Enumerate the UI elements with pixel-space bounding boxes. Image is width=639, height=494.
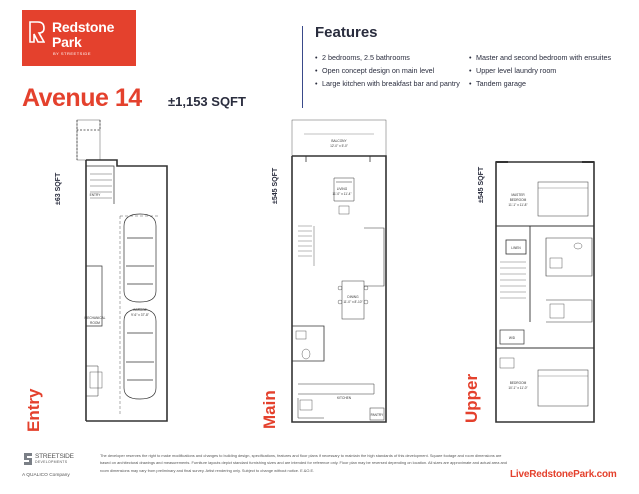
- room-mech: MECHANICAL: [84, 316, 106, 320]
- room-master-2: BEDROOM: [509, 198, 527, 202]
- plan-size: ±1,153 SQFT: [168, 94, 246, 109]
- room-dining: DINING: [347, 295, 359, 299]
- features-list-1: [315, 53, 465, 92]
- room-entry: ENTRY: [89, 193, 101, 197]
- developer-company: A QUALICO Company: [22, 473, 70, 478]
- plan-name: Avenue 14: [22, 84, 142, 112]
- developer-brand: STREETSIDE: [35, 453, 74, 460]
- entry-floor-label: Entry: [24, 388, 43, 432]
- features-title: Features: [315, 24, 378, 41]
- main-floor-label: Main: [260, 390, 279, 429]
- room-living-dim: 11'-0" x 11'-4": [332, 192, 352, 196]
- features-divider: [302, 26, 303, 108]
- feature-item: • Upper level laundry room: [469, 66, 619, 75]
- feature-item: • Master and second bedroom with ensuites: [469, 53, 619, 62]
- main-floor-plan: [284, 116, 394, 428]
- developer-brand-sub: DEVELOPMENTS: [35, 460, 68, 464]
- room-mech-2: ROOM: [90, 321, 100, 325]
- entry-sqft: ±63 SQFT: [55, 172, 62, 205]
- room-garage-dim: 9'-6" x 37'-8": [131, 313, 149, 317]
- room-pantry: PANTRY: [370, 413, 384, 417]
- streetside-logo-icon: [22, 452, 34, 466]
- room-bedroom: BEDROOM: [509, 381, 527, 385]
- logo-name-line1: Redstone: [52, 19, 115, 35]
- feature-item: • Tandem garage: [469, 79, 619, 88]
- features-list-2: [469, 53, 619, 92]
- legal-disclaimer: The developer reserves the right to make modifications and changes to building design, specifications, features and floor plans if necessary to maintain the high standards of this development. Square footage and room dimensions are based on architectural drawings and measurements. Furniture layouts depict standard furnishing sizes and are intended for reference only. Floor plan may be reversed depending on location. All sizes are approximate and actual area and room dimensions may vary from preliminary and final survey. Artist rendering only. Subject to change without notice. E.&O.E.: [100, 453, 507, 473]
- room-dining-dim: 11'-0" x 8'-10": [343, 300, 363, 304]
- room-balcony-dim: 12'-0" x 5'-0": [330, 144, 348, 148]
- room-living: LIVING: [336, 187, 348, 191]
- feature-item: • Open concept design on main level: [315, 66, 465, 75]
- feature-item: • 2 bedrooms, 2.5 bathrooms: [315, 53, 465, 62]
- feature-item: • Large kitchen with breakfast bar and pantry: [315, 79, 465, 88]
- room-linen: LINEN: [511, 246, 521, 250]
- room-kitchen: KITCHEN: [337, 396, 351, 400]
- logo-subtitle: BY STREETSIDE: [53, 51, 91, 56]
- room-garage: GARAGE: [133, 308, 147, 312]
- logo-name-line2: Park: [52, 34, 82, 50]
- redstone-logo-icon: [29, 20, 45, 44]
- room-master-dim: 11'-1" x 11'-8": [508, 203, 528, 207]
- website-link[interactable]: LiveRedstonePark.com: [510, 469, 617, 480]
- main-sqft: ±545 SQFT: [272, 167, 279, 204]
- upper-floor-plan: [490, 158, 602, 428]
- room-master: MASTER: [511, 193, 525, 197]
- room-bedroom-dim: 10'-1" x 11'-0": [508, 386, 528, 390]
- upper-sqft: ±545 SQFT: [478, 166, 485, 203]
- redstone-park-logo: [22, 10, 136, 66]
- room-balcony: BALCONY: [331, 139, 347, 143]
- upper-floor-label: Upper: [462, 373, 481, 423]
- room-wd: W/D: [508, 336, 516, 340]
- entry-floor-plan: [62, 116, 174, 428]
